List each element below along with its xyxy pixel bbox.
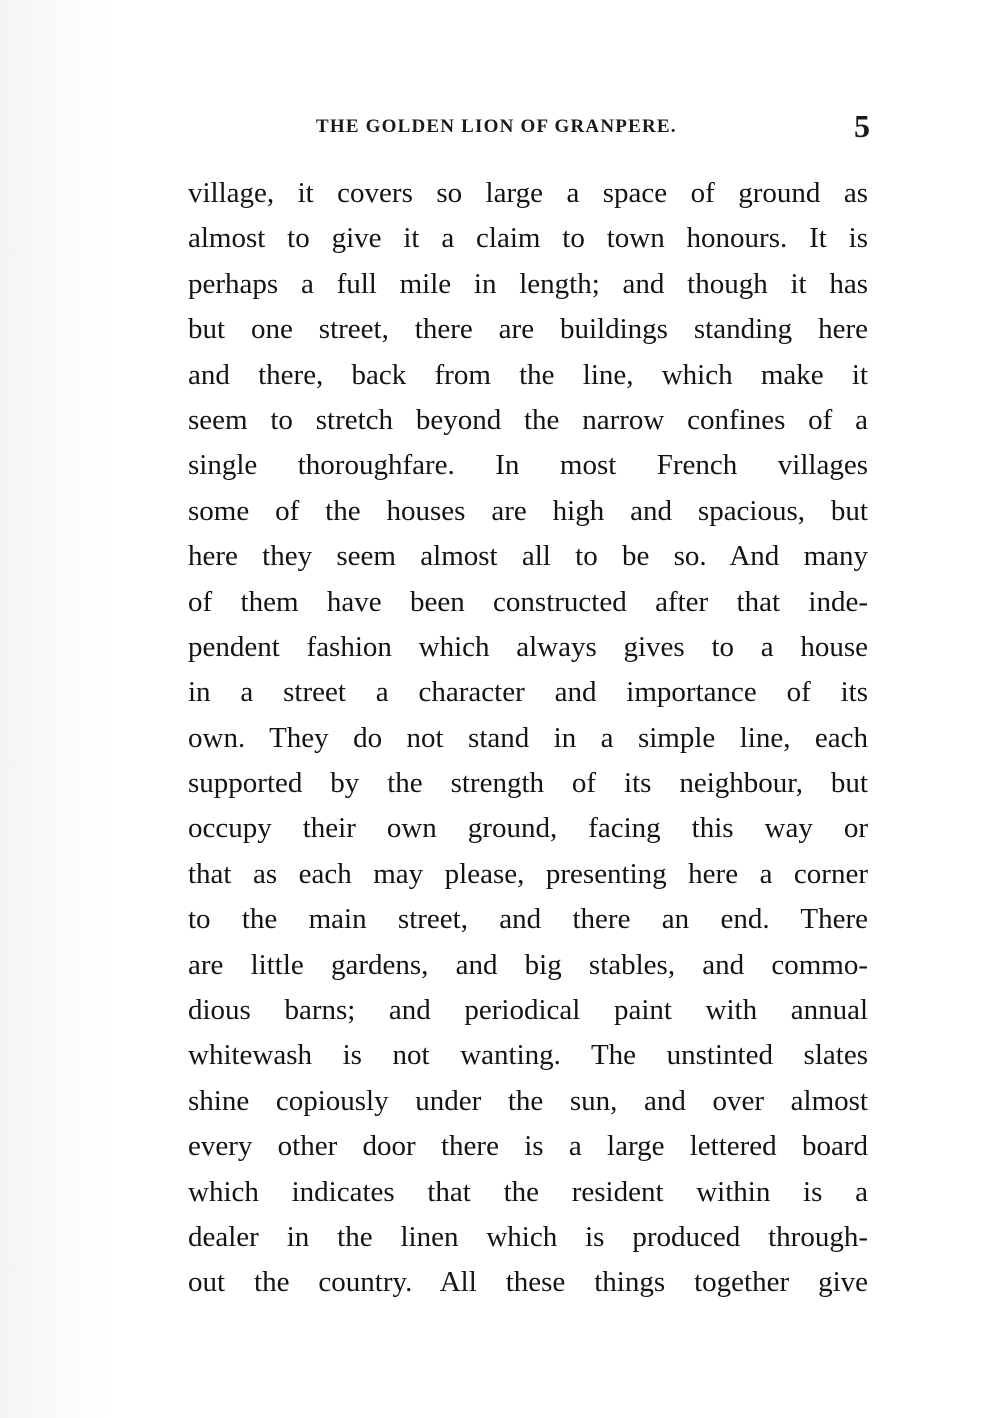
text-line: dealer in the linen which is produced through- xyxy=(188,1220,868,1253)
text-line: seem to stretch beyond the narrow confines of a xyxy=(188,403,868,436)
text-line: occupy their own ground, facing this way or xyxy=(188,812,868,845)
text-line: that as each may please, presenting here a corner xyxy=(188,857,868,890)
text-line: single thoroughfare. In most French villages xyxy=(188,449,868,482)
text-line: to the main street, and there an end. There xyxy=(188,903,868,936)
text-line: of them have been constructed after that inde- xyxy=(188,585,868,618)
scan-edge-shade xyxy=(0,0,110,1418)
text-line: which indicates that the resident within is a xyxy=(188,1175,868,1208)
page-number: 5 xyxy=(854,108,870,144)
text-line: every other door there is a large lettered board xyxy=(188,1130,868,1163)
text-line: village, it covers so large a space of ground as xyxy=(188,177,868,209)
text-line: some of the houses are high and spacious, but xyxy=(188,494,868,527)
text-line: here they seem almost all to be so. And many xyxy=(188,540,868,573)
running-head xyxy=(188,108,870,148)
text-line: but one street, there are buildings standing here xyxy=(188,313,868,346)
text-line: own. They do not stand in a simple line, each xyxy=(188,721,868,754)
text-line: out the country. All these things together give xyxy=(188,1266,868,1299)
body-text xyxy=(188,171,868,1306)
text-line: are little gardens, and big stables, and commo- xyxy=(188,948,868,981)
text-line: and there, back from the line, which make it xyxy=(188,358,868,391)
running-title: THE GOLDEN LION OF GRANPERE. xyxy=(316,116,677,137)
text-line: supported by the strength of its neighbour, but xyxy=(188,767,868,800)
text-line: whitewash is not wanting. The unstinted slates xyxy=(188,1039,868,1072)
text-line: almost to give it a claim to town honours. It is xyxy=(188,222,868,255)
text-line: dious barns; and periodical paint with annual xyxy=(188,994,868,1027)
text-line: shine copiously under the sun, and over almost xyxy=(188,1084,868,1117)
text-line: perhaps a full mile in length; and though it has xyxy=(188,267,868,300)
text-line: pendent fashion which always gives to a house xyxy=(188,630,868,663)
text-line: in a street a character and importance of its xyxy=(188,676,868,709)
